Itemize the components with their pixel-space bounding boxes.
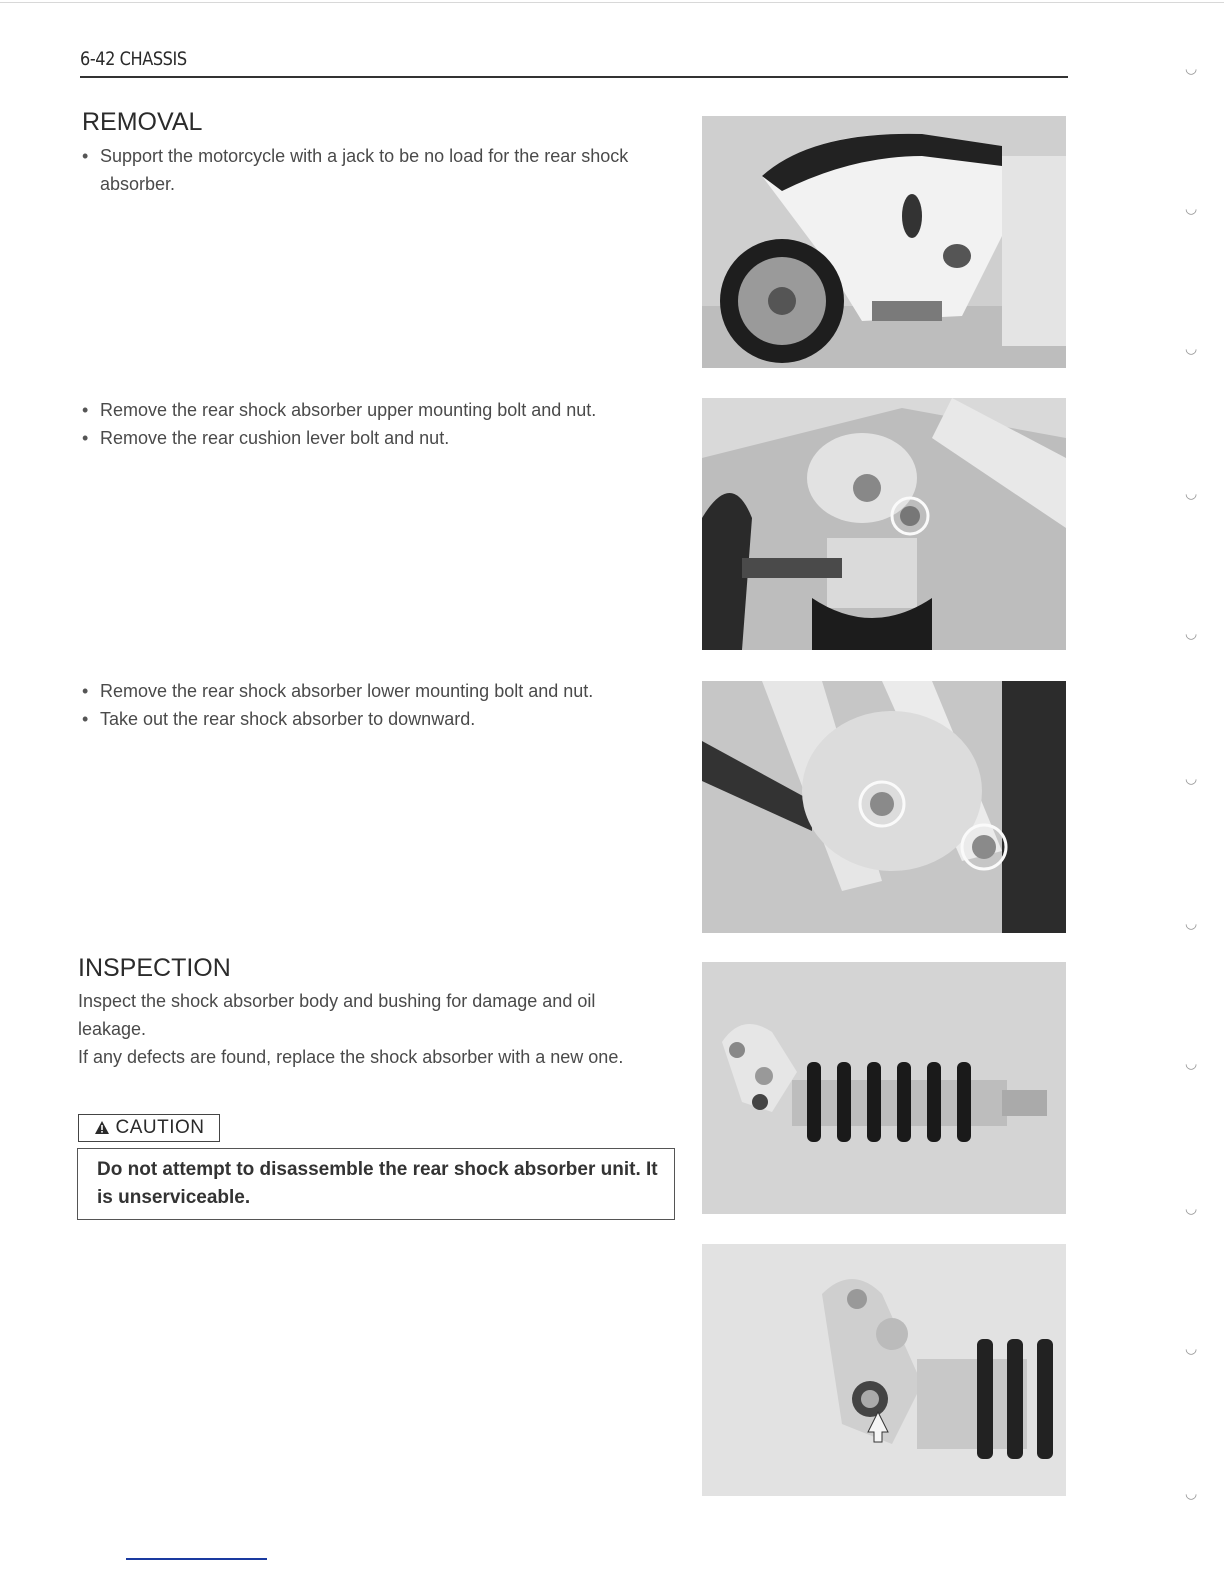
lower-mount-bolt-photo [702, 681, 1066, 933]
shock-absorber-photo [702, 962, 1066, 1214]
running-header: 6-42 CHASSIS [80, 48, 187, 70]
step-2-item-2: • Remove the rear cushion lever bolt and nut. [80, 424, 675, 452]
edge-mark: ◡ [1185, 200, 1198, 216]
edge-mark: ◡ [1185, 1485, 1198, 1501]
edge-mark: ◡ [1185, 1055, 1198, 1071]
header-rule [80, 76, 1068, 78]
edge-mark: ◡ [1185, 485, 1198, 501]
edge-mark: ◡ [1185, 1200, 1198, 1216]
edge-mark: ◡ [1185, 60, 1198, 76]
step-3-item-2: • Take out the rear shock absorber to downward. [80, 705, 675, 733]
removal-title: REMOVAL [82, 108, 203, 136]
caution-box [77, 1148, 675, 1220]
inspection-title: INSPECTION [78, 954, 231, 982]
step-1-item-1: • Support the motorcycle with a jack to be no load for the rear shock absorber. [80, 142, 675, 198]
motorcycle-on-jack-photo [702, 116, 1066, 368]
step-2-item-1: • Remove the rear shock absorber upper mounting bolt and nut. [80, 396, 675, 424]
edge-mark: ◡ [1185, 340, 1198, 356]
caution-text: Do not attempt to disassemble the rear shock absorber unit. It is unserviceable. [97, 1159, 658, 1208]
removal-step-3 [80, 677, 675, 733]
edge-mark: ◡ [1185, 1340, 1198, 1356]
inspection-paragraph-2: If any defects are found, replace the shock absorber with a new one. [78, 1047, 624, 1067]
caution-label-text: CAUTION [115, 1117, 205, 1138]
removal-step-1 [80, 142, 675, 198]
inspection-text [78, 987, 668, 1071]
step-3-item-1: • Remove the rear shock absorber lower mounting bolt and nut. [80, 677, 675, 705]
warning-triangle-icon [94, 1117, 110, 1143]
inspection-paragraph-1: Inspect the shock absorber body and bushing for damage and oil leakage. [78, 991, 596, 1039]
removal-step-2 [80, 396, 675, 452]
edge-mark: ◡ [1185, 915, 1198, 931]
edge-mark: ◡ [1185, 770, 1198, 786]
shock-bushing-photo [702, 1244, 1066, 1496]
bottom-rule [126, 1558, 267, 1560]
caution-label [78, 1114, 220, 1142]
upper-mount-bolt-photo [702, 398, 1066, 650]
edge-mark: ◡ [1185, 625, 1198, 641]
top-rule [0, 2, 1224, 3]
